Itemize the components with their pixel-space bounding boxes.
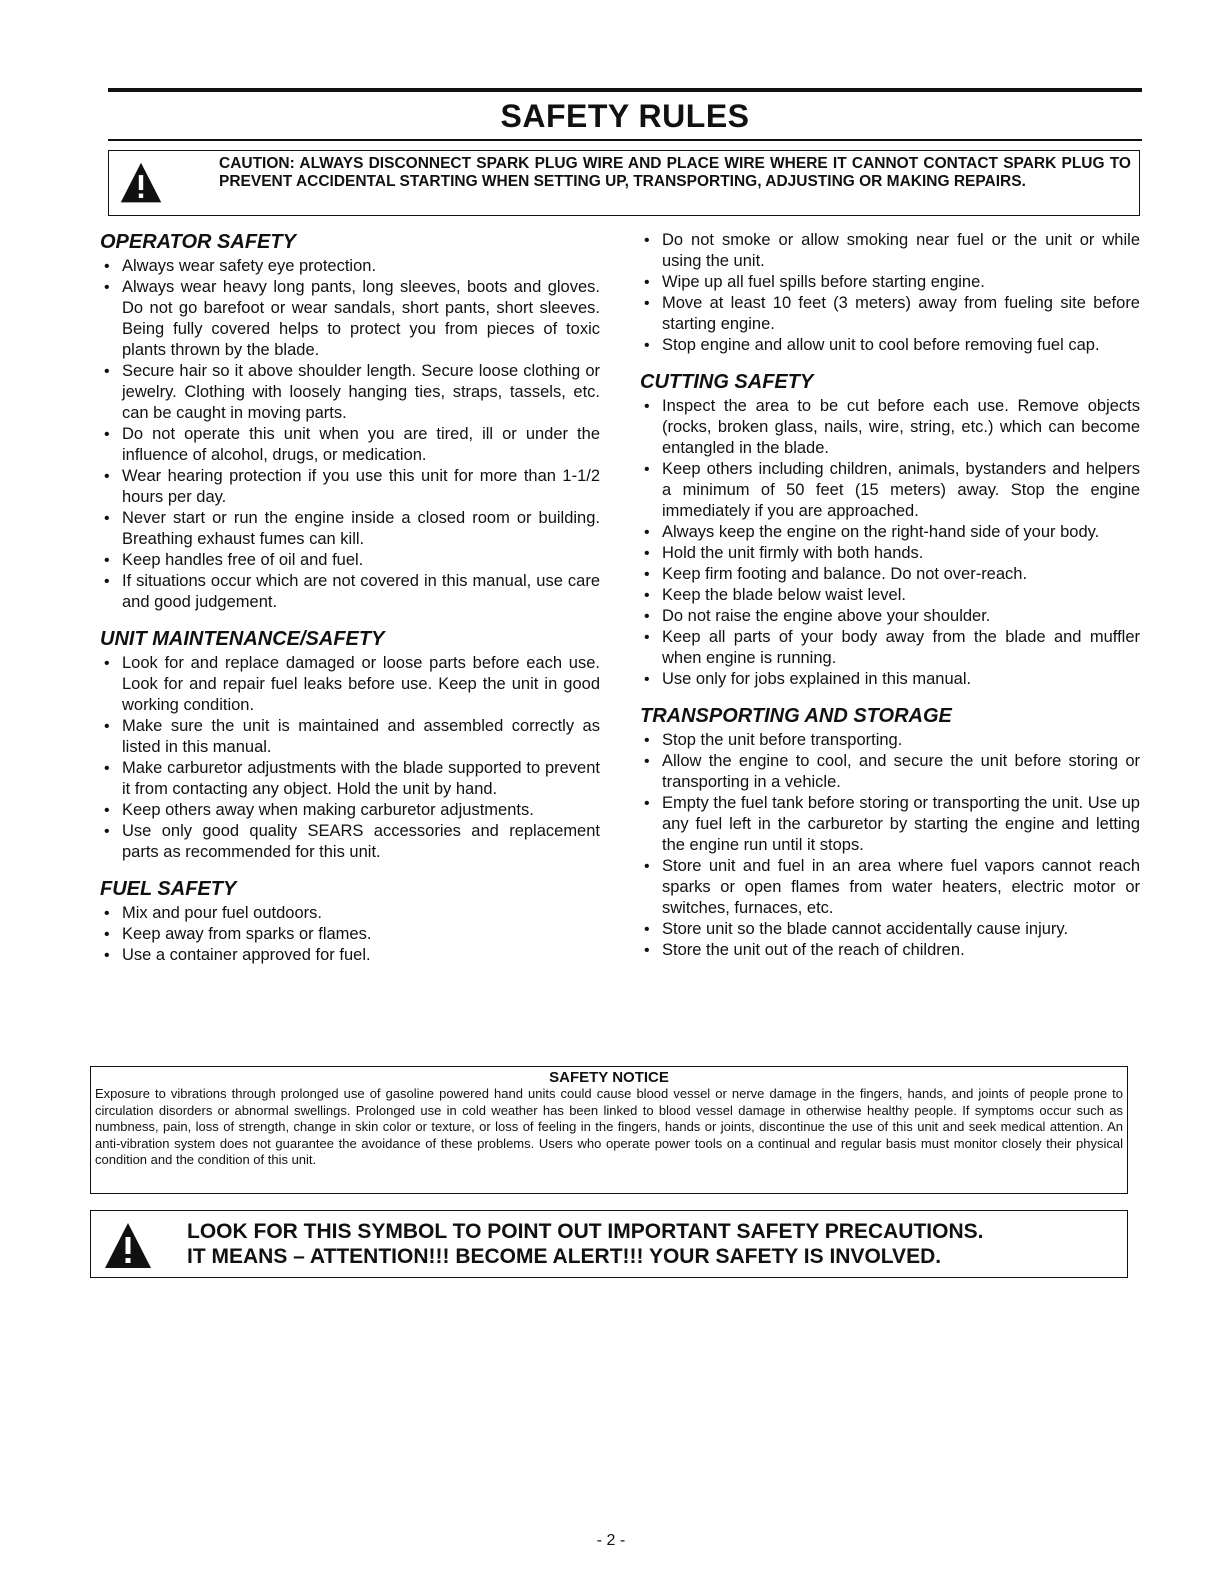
list-item: • Move at least 10 feet (3 meters) away from fueling site before starting engine.	[640, 293, 1140, 335]
list-item: • Keep others including children, animals, bystanders and helpers a minimum of 50 feet (15 meters) away. Stop the engine immediately if you are approached.	[640, 459, 1140, 522]
list-item: • Always wear heavy long pants, long sleeves, boots and gloves. Do not go barefoot or wear sandals, short pants, short sleeves. Being fully covered helps to protect you from pieces of toxic plants thrown by the blade.	[100, 277, 600, 361]
maintenance-heading: UNIT MAINTENANCE/SAFETY	[100, 628, 385, 650]
list-item: • Keep firm footing and balance. Do not over-reach.	[640, 564, 1140, 585]
list-item: • Look for and replace damaged or loose parts before each use. Look for and repair fuel leaks before use. Keep the unit in good working condition.	[100, 653, 600, 716]
list-item: • Stop engine and allow unit to cool before removing fuel cap.	[640, 335, 1140, 356]
list-item: • Use a container approved for fuel.	[100, 945, 600, 966]
transporting-storage-list	[640, 730, 1140, 961]
list-item: • Store unit so the blade cannot accidentally cause injury.	[640, 919, 1140, 940]
list-item: • Keep others away when making carburetor adjustments.	[100, 800, 600, 821]
warning-triangle-icon	[103, 1221, 153, 1271]
list-item: • Keep handles free of oil and fuel.	[100, 550, 600, 571]
list-item: • Secure hair so it above shoulder length. Secure loose clothing or jewelry. Clothing with loosely hanging ties, straps, tassels, etc. can be caught in moving parts.	[100, 361, 600, 424]
left-column	[100, 230, 600, 966]
list-item: • Use only good quality SEARS accessories and replacement parts as recommended for this unit.	[100, 821, 600, 863]
list-item: • Make carburetor adjustments with the blade supported to prevent it from contacting any object. Hold the unit by hand.	[100, 758, 600, 800]
list-item: • Keep away from sparks or flames.	[100, 924, 600, 945]
symbol-explanation-box	[90, 1210, 1128, 1278]
list-item: • Inspect the area to be cut before each use. Remove objects (rocks, broken glass, nails, wire, string, etc.) which can become entangled in the blade.	[640, 396, 1140, 459]
page-title: SAFETY RULES	[500, 98, 750, 134]
safety-notice-title: SAFETY NOTICE	[549, 1069, 669, 1086]
cutting-safety-list	[640, 396, 1140, 690]
warning-triangle-icon	[119, 161, 163, 205]
list-item: • Do not smoke or allow smoking near fuel or the unit or while using the unit.	[640, 230, 1140, 272]
fuel-safety-continued-list	[640, 230, 1140, 356]
list-item: • Mix and pour fuel outdoors.	[100, 903, 600, 924]
symbol-line-1: LOOK FOR THIS SYMBOL TO POINT OUT IMPORTANT SAFETY PRECAUTIONS.	[187, 1220, 984, 1243]
list-item: • Make sure the unit is maintained and assembled correctly as listed in this manual.	[100, 716, 600, 758]
fuel-safety-list	[100, 903, 600, 966]
safety-notice-box	[90, 1066, 1128, 1194]
list-item: • Keep the blade below waist level.	[640, 585, 1140, 606]
list-item: • Stop the unit before transporting.	[640, 730, 1140, 751]
list-item: • If situations occur which are not covered in this manual, use care and good judgement.	[100, 571, 600, 613]
safety-notice-body: Exposure to vibrations through prolonged use of gasoline powered hand units could cause blood vessel or nerve damage in the fingers, hands, and joints of people prone to circulation disorders or abnormal swellings. Prolonged use in cold weather has been linked to blood vessel damage in otherwise healthy people. If symptoms occur such as numbness, pain, loss of strength, change in skin color or texture, or loss of feeling in the fingers, hands or joints, discontinue the use of this unit and seek medical attention. An anti-vibration system does not guarantee the avoidance of these problems. Users who operate power tools on a continual and regular basis must monitor closely their physical condition and the condition of this unit.	[95, 1086, 1123, 1167]
list-item: • Always keep the engine on the right-hand side of your body.	[640, 522, 1140, 543]
list-item: • Store unit and fuel in an area where fuel vapors cannot reach sparks or open flames from water heaters, electric motor or switches, furnaces, etc.	[640, 856, 1140, 919]
fuel-safety-heading: FUEL SAFETY	[100, 878, 237, 900]
page-number: - 2 -	[596, 1532, 626, 1549]
right-column	[640, 230, 1140, 961]
list-item: • Do not raise the engine above your shoulder.	[640, 606, 1140, 627]
list-item: • Hold the unit firmly with both hands.	[640, 543, 1140, 564]
caution-text: CAUTION: ALWAYS DISCONNECT SPARK PLUG WIRE AND PLACE WIRE WHERE IT CANNOT CONTACT SPARK PLUG TO PREVENT ACCIDENTAL STARTING WHEN SETTING UP, TRANSPORTING, ADJUSTING OR MAKING REPAIRS.	[219, 155, 1131, 190]
list-item: • Empty the fuel tank before storing or transporting the unit. Use up any fuel left in the carburetor by starting the engine and letting the engine run until it stops.	[640, 793, 1140, 856]
top-rule	[108, 88, 1142, 92]
operator-safety-heading: OPERATOR SAFETY	[100, 231, 296, 253]
maintenance-list	[100, 653, 600, 863]
title-rule	[108, 139, 1142, 141]
list-item: • Keep all parts of your body away from the blade and muffler when engine is running.	[640, 627, 1140, 669]
list-item: • Wear hearing protection if you use this unit for more than 1-1/2 hours per day.	[100, 466, 600, 508]
operator-safety-list	[100, 256, 600, 613]
caution-box	[108, 150, 1140, 216]
list-item: • Never start or run the engine inside a closed room or building. Breathing exhaust fumes can kill.	[100, 508, 600, 550]
list-item: • Use only for jobs explained in this manual.	[640, 669, 1140, 690]
list-item: • Allow the engine to cool, and secure the unit before storing or transporting in a vehicle.	[640, 751, 1140, 793]
list-item: • Do not operate this unit when you are tired, ill or under the influence of alcohol, drugs, or medication.	[100, 424, 600, 466]
transporting-storage-heading: TRANSPORTING AND STORAGE	[640, 705, 952, 727]
list-item: • Wipe up all fuel spills before starting engine.	[640, 272, 1140, 293]
symbol-line-2: IT MEANS – ATTENTION!!! BECOME ALERT!!! YOUR SAFETY IS INVOLVED.	[187, 1245, 942, 1268]
list-item: • Always wear safety eye protection.	[100, 256, 600, 277]
list-item: • Store the unit out of the reach of children.	[640, 940, 1140, 961]
cutting-safety-heading: CUTTING SAFETY	[640, 371, 814, 393]
symbol-explanation-text	[187, 1219, 1117, 1269]
